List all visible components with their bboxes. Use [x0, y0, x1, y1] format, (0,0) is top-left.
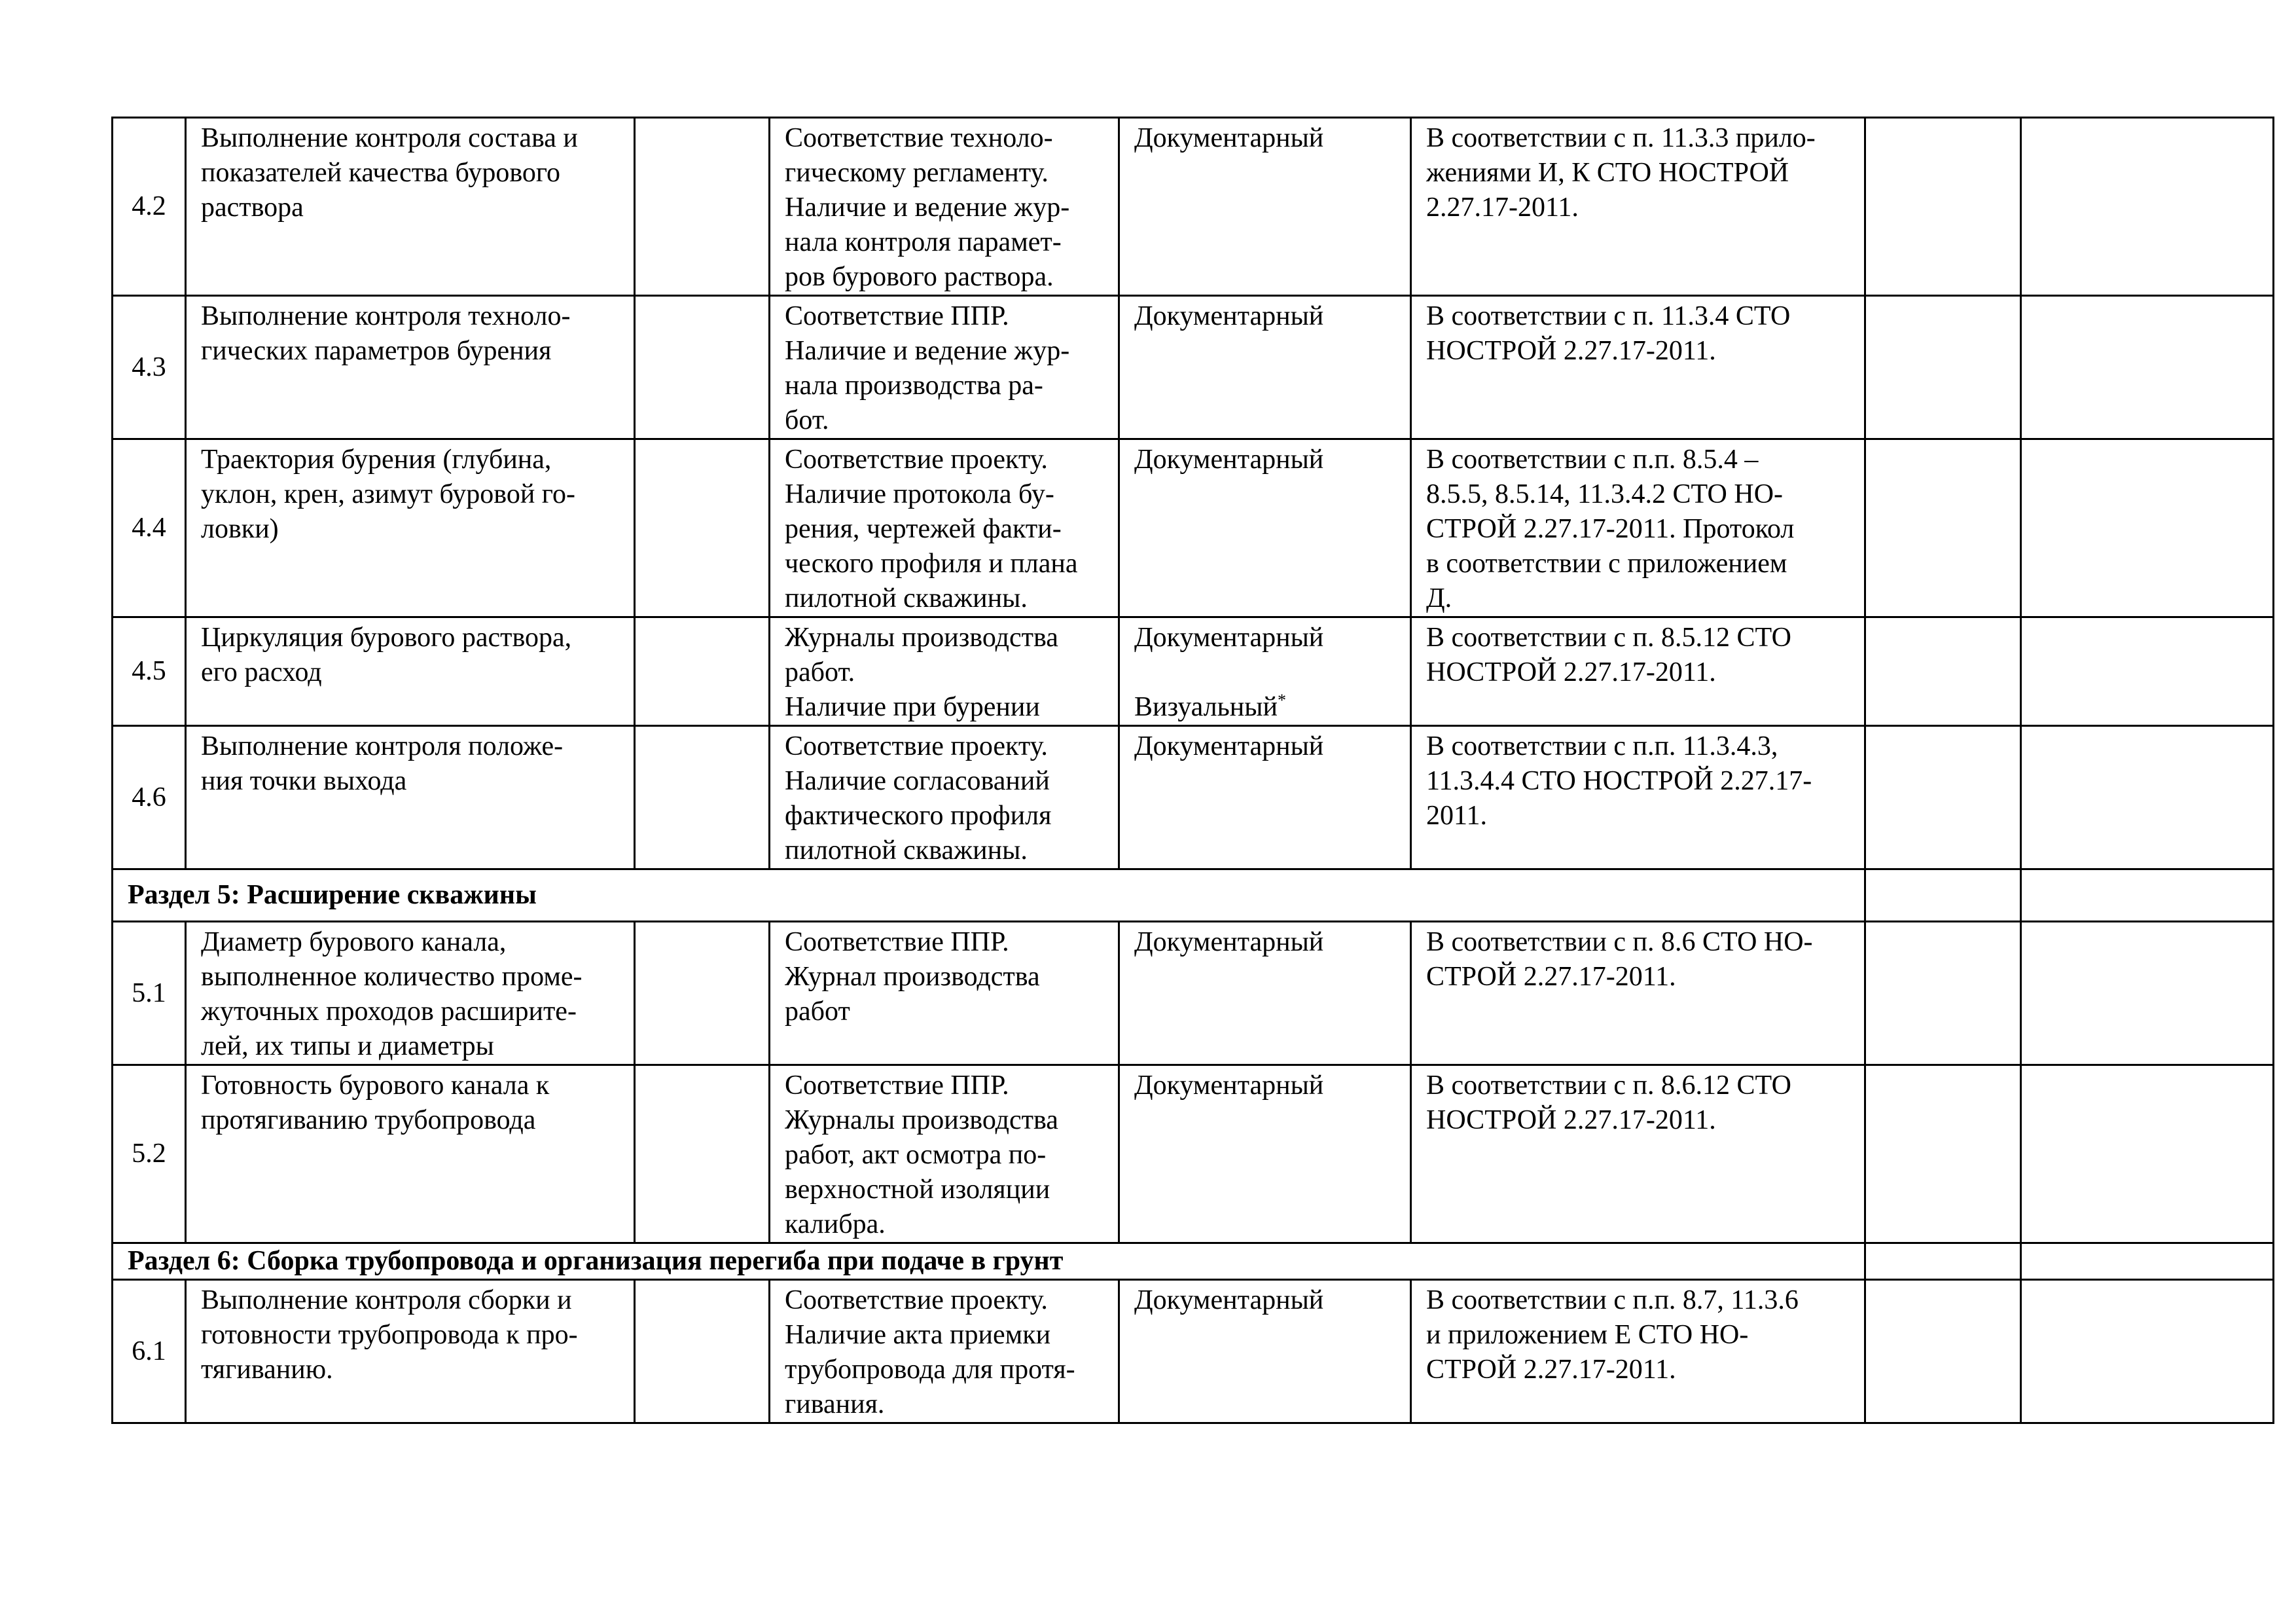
item-description: Выполнение контроля техноло- гических параметров бурения: [186, 296, 635, 439]
empty-cell: [1865, 439, 2021, 617]
empty-cell: [1865, 617, 2021, 726]
table-row: [113, 296, 2274, 439]
empty-cell: [2021, 617, 2274, 726]
requirement-cell: Соответствие проекту. Наличие акта приемки трубопровода для протя- гивания.: [770, 1280, 1119, 1423]
item-description: Траектория бурения (глубина, уклон, крен, азимут буровой го- ловки): [186, 439, 635, 617]
item-number: 5.1: [113, 922, 186, 1065]
empty-cell: [2021, 118, 2274, 296]
control-method: Документарный: [1119, 296, 1411, 439]
item-number: 4.2: [113, 118, 186, 296]
table-row: [113, 1280, 2274, 1423]
requirement-cell: Соответствие проекту. Наличие протокола бу- рения, чертежей факти- ческого профиля и плана пилотной скважины.: [770, 439, 1119, 617]
item-description: Выполнение контроля состава и показателей качества бурового раствора: [186, 118, 635, 296]
requirement-cell: Соответствие ППР. Журнал производства работ: [770, 922, 1119, 1065]
section-title: Раздел 6: Сборка трубопровода и организация перегиба при подаче в грунт: [113, 1243, 1865, 1280]
section-row: [113, 1243, 2274, 1280]
empty-cell: [1865, 726, 2021, 869]
requirement-cell: Соответствие техноло- гическому регламенту. Наличие и ведение жур- нала контроля парамет- ров бурового раствора.: [770, 118, 1119, 296]
empty-cell: [635, 439, 770, 617]
table-row: [113, 1065, 2274, 1243]
control-method: Документарный: [1119, 439, 1411, 617]
requirement-cell: Соответствие ППР. Журналы производства работ, акт осмотра по- верхностной изоляции калибра.: [770, 1065, 1119, 1243]
table-row: [113, 617, 2274, 726]
requirement-cell: Соответствие ППР. Наличие и ведение жур- нала производства ра- бот.: [770, 296, 1119, 439]
empty-cell: [2021, 922, 2274, 1065]
reference-cell: В соответствии с п. 11.3.3 прило- жениями И, К СТО НОСТРОЙ 2.27.17-2011.: [1411, 118, 1865, 296]
control-table: [111, 117, 2274, 1424]
item-description: Диаметр бурового канала, выполненное количество проме- жуточных проходов расширите- лей, их типы и диаметры: [186, 922, 635, 1065]
empty-cell: [635, 296, 770, 439]
table-row: [113, 726, 2274, 869]
reference-cell: В соответствии с п. 8.6.12 СТО НОСТРОЙ 2.27.17-2011.: [1411, 1065, 1865, 1243]
control-method: Документарный: [1119, 1065, 1411, 1243]
empty-cell: [1865, 922, 2021, 1065]
control-method: Документарный: [1119, 1280, 1411, 1423]
empty-cell: [635, 726, 770, 869]
requirement-cell: Журналы производства работ. Наличие при бурении: [770, 617, 1119, 726]
item-description: Выполнение контроля положе- ния точки выхода: [186, 726, 635, 869]
requirement-cell: Соответствие проекту. Наличие согласований фактического профиля пилотной скважины.: [770, 726, 1119, 869]
empty-cell: [2021, 869, 2274, 922]
control-method: Документарный: [1119, 726, 1411, 869]
reference-cell: В соответствии с п. 11.3.4 СТО НОСТРОЙ 2.27.17-2011.: [1411, 296, 1865, 439]
section-title: Раздел 5: Расширение скважины: [113, 869, 1865, 922]
empty-cell: [1865, 869, 2021, 922]
empty-cell: [635, 118, 770, 296]
empty-cell: [635, 1065, 770, 1243]
empty-cell: [2021, 726, 2274, 869]
item-description: Готовность бурового канала к протягиванию трубопровода: [186, 1065, 635, 1243]
table-row: [113, 922, 2274, 1065]
empty-cell: [2021, 439, 2274, 617]
item-number: 4.3: [113, 296, 186, 439]
empty-cell: [635, 617, 770, 726]
empty-cell: [635, 922, 770, 1065]
reference-cell: В соответствии с п.п. 8.7, 11.3.6 и приложением Е СТО НО- СТРОЙ 2.27.17-2011.: [1411, 1280, 1865, 1423]
table-row: [113, 439, 2274, 617]
footnote-mark: *: [1277, 691, 1286, 710]
item-number: 6.1: [113, 1280, 186, 1423]
item-description: Выполнение контроля сборки и готовности трубопровода к про- тягиванию.: [186, 1280, 635, 1423]
item-number: 4.5: [113, 617, 186, 726]
empty-cell: [635, 1280, 770, 1423]
control-method: Документарный Визуальный*: [1119, 617, 1411, 726]
visual-method: Визуальный: [1134, 692, 1278, 722]
empty-cell: [1865, 1280, 2021, 1423]
control-method: Документарный: [1119, 922, 1411, 1065]
empty-cell: [2021, 1243, 2274, 1280]
empty-cell: [1865, 118, 2021, 296]
empty-cell: [1865, 1243, 2021, 1280]
item-number: 5.2: [113, 1065, 186, 1243]
item-number: 4.4: [113, 439, 186, 617]
reference-cell: В соответствии с п. 8.5.12 СТО НОСТРОЙ 2.27.17-2011.: [1411, 617, 1865, 726]
reference-cell: В соответствии с п.п. 8.5.4 – 8.5.5, 8.5.14, 11.3.4.2 СТО НО- СТРОЙ 2.27.17-2011. Протокол в соответствии с приложением Д.: [1411, 439, 1865, 617]
section-row: [113, 869, 2274, 922]
empty-cell: [1865, 296, 2021, 439]
reference-cell: В соответствии с п.п. 11.3.4.3, 11.3.4.4 СТО НОСТРОЙ 2.27.17- 2011.: [1411, 726, 1865, 869]
empty-cell: [1865, 1065, 2021, 1243]
empty-cell: [2021, 296, 2274, 439]
table-row: [113, 118, 2274, 296]
control-method: Документарный: [1119, 118, 1411, 296]
reference-cell: В соответствии с п. 8.6 СТО НО- СТРОЙ 2.27.17-2011.: [1411, 922, 1865, 1065]
empty-cell: [2021, 1065, 2274, 1243]
empty-cell: [2021, 1280, 2274, 1423]
item-description: Циркуляция бурового раствора, его расход: [186, 617, 635, 726]
item-number: 4.6: [113, 726, 186, 869]
